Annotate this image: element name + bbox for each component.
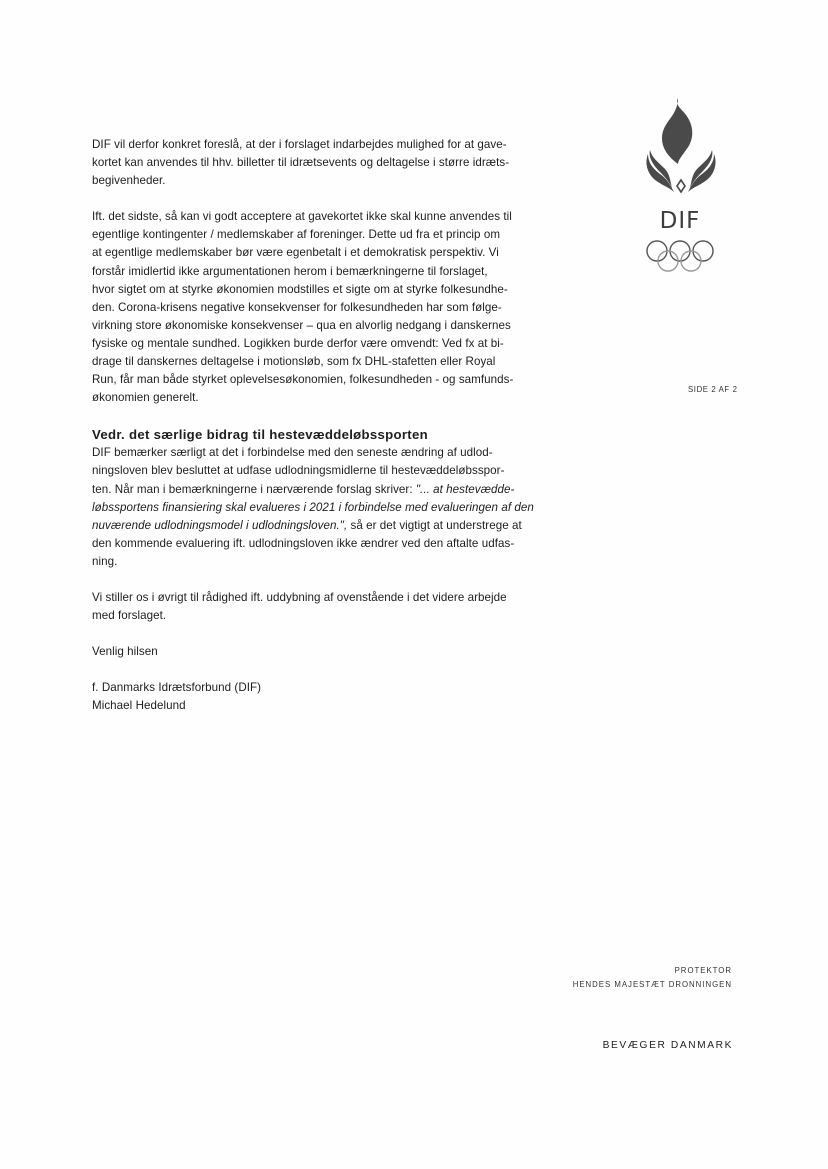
olympic-rings-icon [640, 238, 720, 278]
flame-icon [640, 96, 720, 206]
text-line [92, 499, 554, 517]
text-line: DIF vil derfor konkret foreslå, at der i forslaget indarbejdes mulighed for at gave- [92, 138, 507, 151]
text-line: f. Danmarks Idrætsforbund (DIF) [92, 681, 262, 695]
protektor-block [573, 964, 732, 992]
text-line: den kommende evaluering ift. udlodningsloven ikke ændrer ved den aftalte udfas- [92, 536, 515, 550]
logo-text: DIF [659, 208, 701, 234]
text-line: Vi stiller os i øvrigt til rådighed ift. uddybning af ovenstående i det videre arbejde [92, 590, 507, 604]
paragraph-4 [92, 589, 554, 625]
text-line: Run, får man både styrket oplevelsesøkonomien, folkesundheden - og samfunds- [92, 373, 514, 387]
text-line: ningsloven blev besluttet at udfase udlodningsmidlerne til hestevæddeløbsspor- [92, 464, 505, 478]
text-segment: så er det vigtigt at understrege at [347, 518, 522, 532]
text-line: hvor sigtet om at styrke økonomien modstilles et sigte om at styrke folkesundhe- [92, 282, 508, 296]
quote-text: nuværende udlodningsmodel i udlodningsloven.", [92, 518, 348, 532]
dif-logo [640, 96, 720, 276]
text-line: kortet kan anvendes til hhv. billetter til idrætsevents og deltagelse i større idræts- [92, 156, 510, 170]
text-line: virkning store økonomiske konsekvenser – qua en alvorlig nedgang i danskernes [92, 318, 511, 332]
quote-text: "... at hestevædde- [415, 482, 515, 496]
paragraph-3 [92, 444, 554, 571]
text-segment: ten. Når man i bemærkningerne i nærværende forslag skriver: [92, 482, 416, 496]
signature-block [92, 679, 554, 715]
page-indicator: SIDE 2 AF 2 [688, 385, 738, 394]
quote-text: løbssportens finansiering skal evalueres i 2021 i forbindelse med evalueringen af den [92, 500, 534, 514]
paragraph-2 [92, 208, 554, 407]
text-line: ning. [92, 554, 118, 568]
text-line: den. Corona-krisens negative konsekvenser for folkesundheden har som følge- [92, 300, 502, 314]
text-line: med forslaget. [92, 609, 167, 623]
paragraph-1 [92, 136, 554, 190]
slogan: BEVÆGER DANMARK [602, 1040, 733, 1051]
letter-body [92, 136, 554, 715]
text-line: Venlig hilsen [92, 645, 158, 659]
section-heading: Vedr. det særlige bidrag til hestevæddeløbssporten [92, 427, 428, 443]
text-line: drage til danskernes deltagelse i motionsløb, som fx DHL-stafetten eller Royal [92, 355, 496, 369]
text-line: begivenheder. [92, 174, 166, 188]
closing [92, 643, 554, 661]
text-line: Ift. det sidste, så kan vi godt acceptere at gavekortet ikke skal kunne anvendes til [92, 210, 512, 224]
patron-label: HENDES MAJESTÆT DRONNINGEN [572, 980, 732, 989]
text-line: forstår imidlertid ikke argumentationen herom i bemærkningerne til forslaget, [92, 264, 488, 278]
text-line: DIF bemærker særligt at det i forbindelse med den seneste ændring af udlod- [92, 446, 493, 460]
protektor-label: PROTEKTOR [674, 966, 732, 975]
text-line: økonomien generelt. [92, 391, 199, 405]
text-line [92, 481, 554, 499]
text-line: Michael Hedelund [92, 699, 186, 713]
text-line [92, 517, 554, 535]
text-line: egentlige kontingenter / medlemskaber af foreninger. Dette ud fra et princip om [92, 228, 501, 242]
text-line: at egentlige medlemskaber bør være egenbetalt i et demokratisk perspektiv. Vi [92, 246, 499, 260]
text-line: fysiske og mentale sundhed. Logikken burde derfor være omvendt: Ved fx at bi- [92, 336, 504, 350]
